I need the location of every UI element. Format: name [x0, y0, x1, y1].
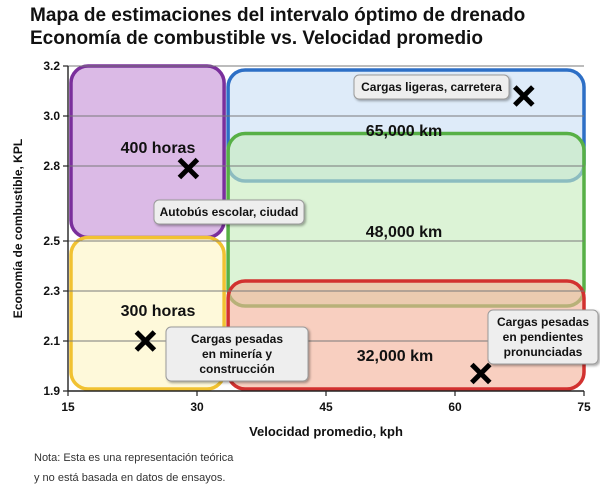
callout-line: Autobús escolar, ciudad — [159, 205, 299, 219]
y-tick-label-2-8: 2.8 — [43, 159, 60, 173]
x-tick-label-45: 45 — [319, 400, 333, 414]
callout-line: Cargas pesadas — [190, 332, 284, 346]
callout-line: Cargas pesadas — [496, 315, 590, 329]
callout-cargas-pesadas-en-pendientes-pronunciadas — [488, 310, 598, 364]
note-line-1: Nota: Esta es una representación teórica — [34, 452, 234, 464]
y-tick-label-1-9: 1.9 — [43, 384, 60, 398]
callout-line: pronunciadas — [503, 345, 583, 359]
callout-autobus-escolar-ciudad — [154, 200, 304, 224]
y-tick-label-2-1: 2.1 — [43, 334, 60, 348]
callout-cargas-pesadas-en-mineria-y-construccion — [166, 327, 308, 381]
x-tick-label-15: 15 — [61, 400, 75, 414]
x-tick-label-75: 75 — [577, 400, 591, 414]
callout-text-cargas-pesadas-en-pendientes-pronunciadas — [497, 315, 589, 359]
y-tick-label-3-0: 3.0 — [43, 109, 60, 123]
x-tick-label-60: 60 — [448, 400, 462, 414]
y-tick-label-3-2: 3.2 — [43, 59, 60, 73]
x-tick-label-30: 30 — [190, 400, 204, 414]
callout-line: en minería y — [201, 347, 273, 361]
callout-line: construcción — [199, 362, 275, 376]
callout-text-autobus-escolar-ciudad — [160, 205, 299, 219]
callout-line: Cargas ligeras, carretera — [361, 80, 502, 94]
zone-label-300-horas: 300 horas — [120, 303, 196, 320]
zone-label-400-horas: 400 horas — [120, 140, 196, 157]
zone-label-48-000-km: 48,000 km — [365, 224, 443, 241]
callout-text-cargas-pesadas-en-mineria-y-construccion — [191, 332, 283, 376]
x-axis-label: Velocidad promedio, kph — [249, 424, 403, 439]
callout-text-cargas-ligeras-carretera — [361, 80, 502, 94]
note-line-2: y no está basada en datos de ensayos. — [34, 472, 226, 484]
zone-label-32-000-km: 32,000 km — [356, 348, 434, 365]
zone-label-65-000-km: 65,000 km — [365, 123, 443, 140]
callout-cargas-ligeras-carretera — [354, 75, 509, 99]
y-tick-label-2-3: 2.3 — [43, 284, 60, 298]
chart-title-line-2: Economía de combustible vs. Velocidad promedio — [30, 28, 483, 49]
y-axis-label: Economía de combustible, KPL — [11, 138, 25, 319]
callout-line: en pendientes — [502, 330, 584, 344]
chart-title-line-1: Mapa de estimaciones del intervalo óptimo de drenado — [30, 5, 526, 26]
y-tick-label-2-5: 2.5 — [43, 234, 60, 248]
